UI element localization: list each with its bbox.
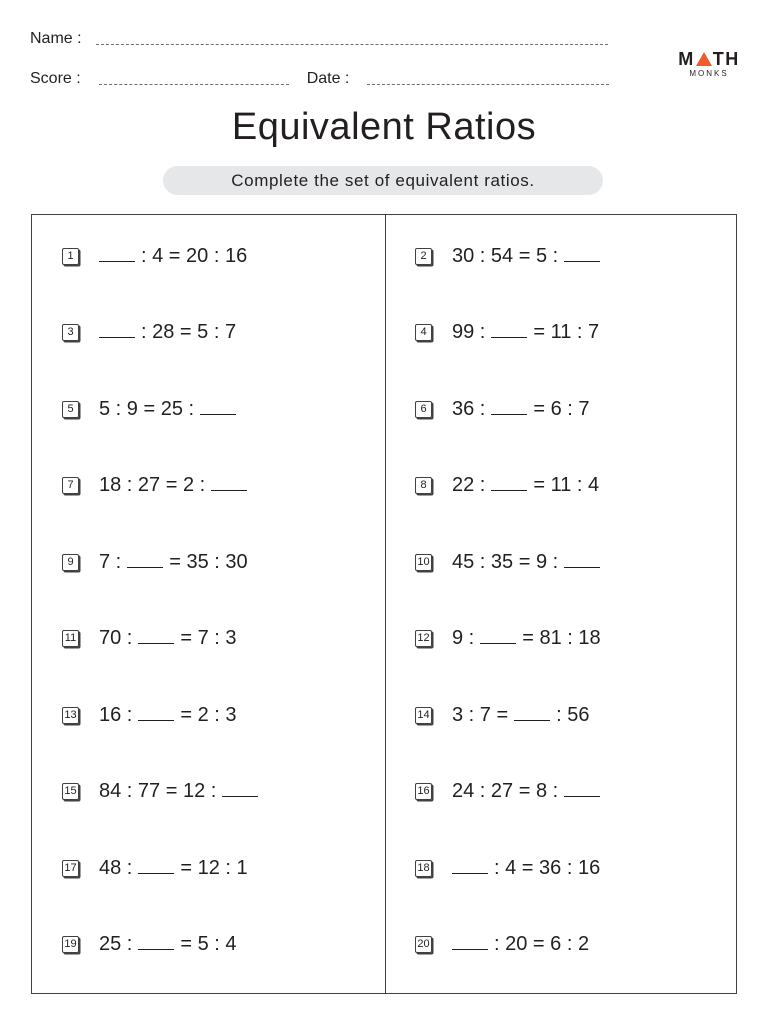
answer-blank[interactable]: [491, 399, 527, 415]
ratio-text: 36 :: [452, 397, 486, 420]
problem-7: [62, 471, 247, 501]
problem-12: [415, 624, 601, 654]
ratio-text: : 4 = 36 : 16: [494, 856, 601, 879]
problem-number: 9: [62, 554, 79, 571]
ratio-text: 9 :: [452, 627, 475, 649]
ratio-expression: [452, 551, 600, 574]
problem-10: [415, 547, 600, 577]
ratio-expression: [99, 551, 248, 574]
problems-box: [31, 214, 737, 994]
ratio-expression: [452, 780, 600, 803]
ratio-text: 5 : 9 = 25 :: [99, 397, 195, 420]
ratio-expression: [99, 474, 247, 497]
problem-number: 6: [415, 401, 432, 418]
name-label: Name :: [30, 30, 82, 47]
problem-2: [415, 241, 600, 271]
logo-subtitle: MONKS: [689, 69, 729, 78]
ratio-text: 30 : 54 = 5 :: [452, 244, 559, 267]
answer-blank[interactable]: [138, 858, 174, 874]
ratio-text: 22 :: [452, 474, 486, 496]
answer-blank[interactable]: [564, 552, 600, 568]
logo-letters-right: TH: [712, 49, 740, 69]
answer-blank[interactable]: [514, 705, 550, 721]
ratio-text: = 2 : 3: [180, 703, 237, 726]
logo-triangle-icon: [696, 52, 712, 66]
problem-8: [415, 471, 599, 501]
problem-20: [415, 930, 589, 960]
problem-number: 20: [415, 936, 432, 953]
score-label: Score :: [30, 70, 81, 87]
ratio-text: : 4 = 20 : 16: [141, 244, 248, 267]
ratio-text: : 20 = 6 : 2: [494, 933, 590, 955]
problem-16: [415, 777, 600, 807]
ratio-text: : 56: [556, 703, 590, 726]
score-field[interactable]: [99, 84, 289, 85]
ratio-expression: [99, 627, 237, 650]
problem-number: 7: [62, 477, 79, 494]
name-field[interactable]: [96, 44, 608, 45]
ratio-text: = 11 : 7: [533, 321, 600, 343]
ratio-expression: [99, 245, 247, 268]
answer-blank[interactable]: [480, 628, 516, 644]
problem-number: 17: [62, 860, 79, 877]
problem-1: [62, 241, 247, 271]
answer-blank[interactable]: [564, 246, 600, 262]
answer-blank[interactable]: [452, 934, 488, 950]
answer-blank[interactable]: [138, 628, 174, 644]
answer-blank[interactable]: [127, 552, 163, 568]
math-monks-logo: [678, 50, 740, 78]
ratio-text: 18 : 27 = 2 :: [99, 474, 206, 496]
answer-blank[interactable]: [452, 858, 488, 874]
ratio-text: 24 : 27 = 8 :: [452, 780, 559, 802]
problem-number: 2: [415, 248, 432, 265]
problem-number: 13: [62, 707, 79, 724]
ratio-expression: [452, 704, 590, 727]
ratio-text: = 35 : 30: [169, 550, 248, 573]
ratio-expression: [452, 857, 600, 880]
ratio-text: 45 : 35 = 9 :: [452, 550, 559, 573]
ratio-text: 7 :: [99, 550, 122, 573]
name-row: [30, 28, 608, 50]
problem-number: 11: [62, 630, 79, 647]
ratio-text: = 7 : 3: [180, 627, 237, 649]
ratio-text: 48 :: [99, 856, 133, 879]
ratio-expression: [452, 398, 590, 421]
ratio-text: : 28 = 5 : 7: [141, 321, 237, 343]
ratio-expression: [452, 321, 599, 344]
ratio-text: = 11 : 4: [533, 474, 600, 496]
logo-letters-left: M: [678, 49, 695, 69]
problem-number: 8: [415, 477, 432, 494]
problem-4: [415, 318, 599, 348]
problem-11: [62, 624, 237, 654]
ratio-expression: [452, 933, 589, 956]
problem-5: [62, 394, 236, 424]
problem-number: 16: [415, 783, 432, 800]
ratio-text: 3 : 7 =: [452, 703, 509, 726]
answer-blank[interactable]: [211, 475, 247, 491]
date-field[interactable]: [367, 84, 609, 85]
ratio-text: 84 : 77 = 12 :: [99, 780, 217, 802]
ratio-text: 70 :: [99, 627, 133, 649]
ratio-text: = 5 : 4: [180, 933, 237, 955]
problem-17: [62, 853, 248, 883]
problem-number: 12: [415, 630, 432, 647]
ratio-expression: [452, 474, 599, 497]
ratio-expression: [99, 321, 236, 344]
problem-number: 5: [62, 401, 79, 418]
answer-blank[interactable]: [99, 322, 135, 338]
answer-blank[interactable]: [138, 934, 174, 950]
column-divider: [385, 215, 386, 993]
problem-19: [62, 930, 237, 960]
ratio-text: = 12 : 1: [180, 856, 248, 879]
answer-blank[interactable]: [564, 781, 600, 797]
answer-blank[interactable]: [138, 705, 174, 721]
logo-wordmark: [678, 50, 740, 68]
ratio-expression: [99, 398, 236, 421]
answer-blank[interactable]: [491, 322, 527, 338]
ratio-text: = 6 : 7: [533, 397, 590, 420]
ratio-expression: [452, 627, 601, 650]
ratio-text: 16 :: [99, 703, 133, 726]
problem-9: [62, 547, 248, 577]
page-title: Equivalent Ratios: [231, 106, 537, 148]
ratio-text: 25 :: [99, 933, 133, 955]
ratio-text: = 81 : 18: [522, 627, 601, 649]
problem-number: 4: [415, 324, 432, 341]
problem-6: [415, 394, 590, 424]
problem-3: [62, 318, 236, 348]
problem-number: 14: [415, 707, 432, 724]
date-label: Date :: [306, 70, 350, 87]
score-date-row: [30, 68, 609, 90]
problem-18: [415, 853, 600, 883]
instruction: Complete the set of equivalent ratios.: [163, 166, 603, 195]
problem-number: 3: [62, 324, 79, 341]
answer-blank[interactable]: [222, 781, 258, 797]
ratio-expression: [99, 780, 258, 803]
ratio-expression: [99, 704, 237, 727]
answer-blank[interactable]: [200, 399, 236, 415]
problem-14: [415, 700, 590, 730]
problem-13: [62, 700, 237, 730]
problem-15: [62, 777, 258, 807]
ratio-expression: [99, 857, 248, 880]
ratio-expression: [99, 933, 237, 956]
ratio-expression: [452, 245, 600, 268]
ratio-text: 99 :: [452, 321, 486, 343]
problem-number: 1: [62, 248, 79, 265]
problem-number: 19: [62, 936, 79, 953]
problem-number: 15: [62, 783, 79, 800]
answer-blank[interactable]: [99, 246, 135, 262]
problem-number: 18: [415, 860, 432, 877]
answer-blank[interactable]: [491, 475, 527, 491]
problem-number: 10: [415, 554, 432, 571]
